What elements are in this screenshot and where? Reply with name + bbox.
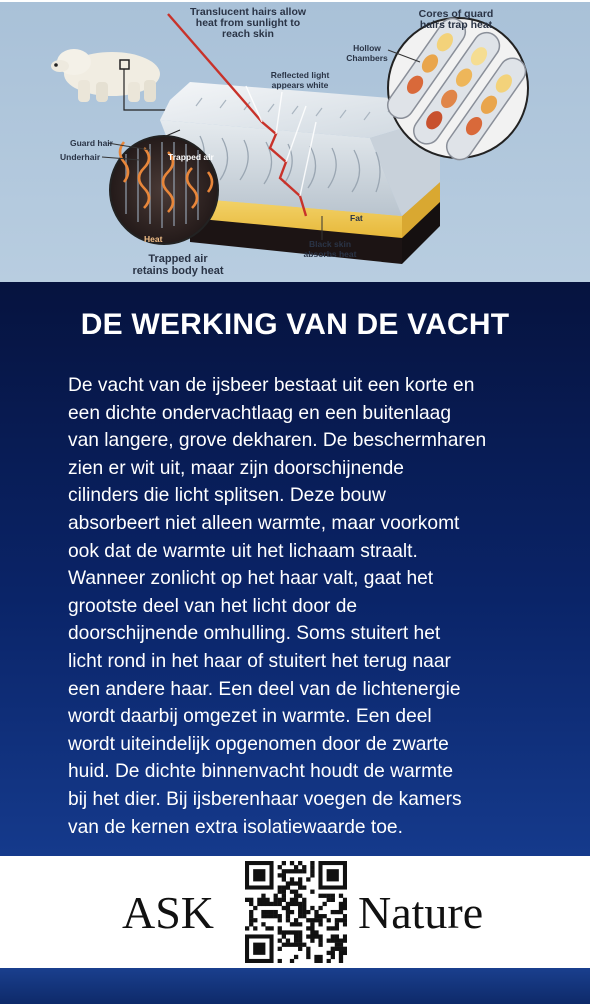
diagram-illustration — [0, 2, 590, 282]
article-title: DE WERKING VAN DE VACHT — [80, 308, 510, 341]
label-hollow-2: Chambers — [346, 53, 388, 63]
label-fat: Fat — [350, 213, 363, 223]
footer — [0, 856, 590, 968]
label-cores-2: hairs trap heat — [419, 19, 493, 31]
label-hollow-1: Hollow — [353, 43, 381, 53]
label-cores-1: Cores of guard — [418, 8, 494, 20]
bottom-band — [0, 968, 590, 1004]
label-trapped-air-inner: Trapped air — [168, 152, 214, 162]
article-body: De vacht van de ijsbeer bestaat uit een korte en een dichte ondervachtlaag en een buitenlaag van langere, grove dekharen. De beschermharen zien er wit uit, maar zijn doorschijnende cilinders die licht splitsen. Deze bouw absorbeert niet alleen warmte, maar voorkomt ook dat de warmte uit het lichaam straalt. Wanneer zonlicht op het haar valt, gaat het grootste deel van het licht door de doorschijnende omhulling. Soms stuitert het licht rond in het haar of stuitert het terug naar een andere haar. Een deel van de lichtenergie wordt daarbij omgezet in warmte. Een deel wordt uiteindelijk opgenomen door de zwarte huid. De dichte binnenvacht houdt de warmte bij het dier. Bij ijsberenhaar voegen de kamers van de kernen extra isolatiewaarde toe. — [68, 375, 487, 838]
label-reflected-1: Reflected light — [270, 70, 330, 80]
label-reflected-2: appears white — [271, 80, 329, 90]
label-translucent-1: Translucent hairs allow — [189, 6, 307, 18]
polar-bear-figure — [51, 49, 182, 110]
footer-left-text: ASK — [122, 887, 215, 938]
label-underhair: Underhair — [60, 152, 101, 162]
label-heat: Heat — [144, 234, 163, 244]
polar-bear-fur-diagram — [0, 2, 590, 282]
footer-right-text: Nature — [358, 887, 484, 938]
label-black-skin-2: absorbs heat — [303, 249, 357, 259]
label-black-skin-1: Black skin — [308, 239, 352, 249]
label-trapped-air-1: Trapped air — [148, 253, 208, 265]
label-trapped-air-2: retains body heat — [132, 265, 224, 277]
label-translucent-2: heat from sunlight to — [195, 17, 301, 29]
qr-code-icon[interactable] — [245, 861, 347, 963]
label-guard-hair: Guard hair — [70, 138, 113, 148]
label-translucent-3: reach skin — [222, 28, 274, 40]
